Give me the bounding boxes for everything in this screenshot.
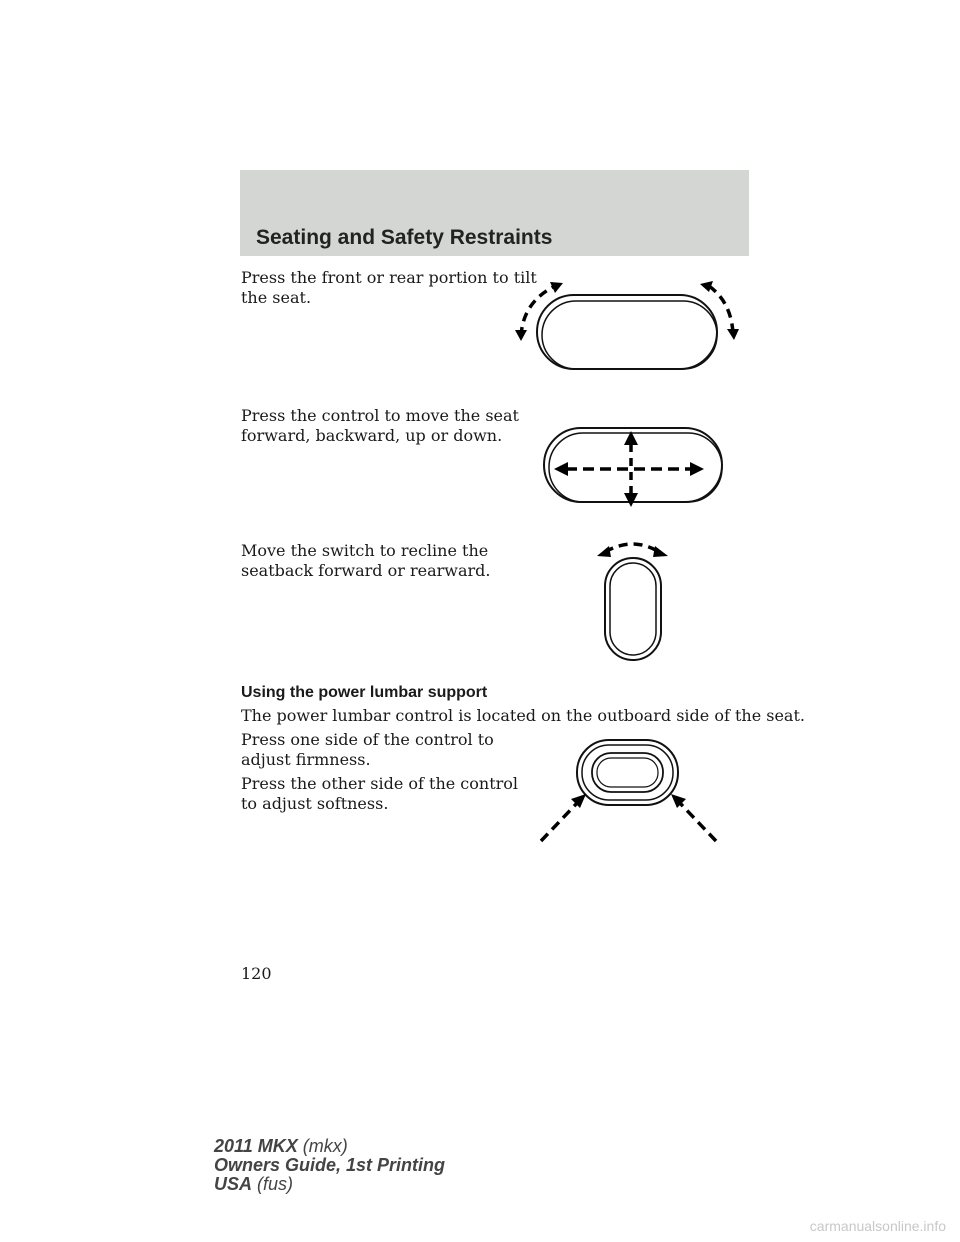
footer-guide: Owners Guide, 1st Printing — [214, 1155, 446, 1175]
section-title: Seating and Safety Restraints — [256, 226, 553, 249]
tilt-control-illustration — [505, 278, 750, 378]
footer-region-code: (fus) — [257, 1174, 294, 1194]
lumbar-soft-arrowhead-icon — [671, 794, 686, 808]
footer-region: USA — [214, 1174, 253, 1194]
tilt-instruction: Press the front or rear portion to tilt the seat. — [241, 268, 537, 307]
recline-instruction: Move the switch to recline the seatback forward or rearward. — [241, 541, 491, 580]
move-instruction: Press the control to move the seat forward, backward, up or down. — [241, 406, 519, 445]
section-header — [240, 170, 749, 256]
document-footer — [214, 1137, 445, 1194]
recline-forward-arrowhead-icon — [597, 546, 611, 557]
recline-rearward-arrowhead-icon — [653, 546, 668, 557]
lumbar-heading: Using the power lumbar support — [241, 684, 488, 701]
tilt-rear-down-arrowhead-icon — [727, 329, 739, 340]
footer-model: 2011 MKX — [214, 1136, 298, 1156]
watermark: carmanualsonline.info — [809, 1218, 946, 1234]
lumbar-softness-instruction: Press the other side of the control to adjust softness. — [241, 774, 519, 813]
lumbar-intro: The power lumbar control is located on the outboard side of the seat. — [241, 706, 805, 725]
move-control-illustration — [530, 420, 730, 510]
lumbar-firmness-instruction: Press one side of the control to adjust firmness. — [241, 730, 494, 769]
lumbar-firm-arrowhead-icon — [571, 794, 586, 808]
tilt-down-arrowhead-icon — [515, 330, 527, 341]
recline-control-illustration — [595, 538, 675, 664]
lumbar-control-illustration — [535, 735, 725, 845]
footer-model-code: (mkx) — [302, 1136, 348, 1156]
page-number: 120 — [241, 964, 272, 983]
